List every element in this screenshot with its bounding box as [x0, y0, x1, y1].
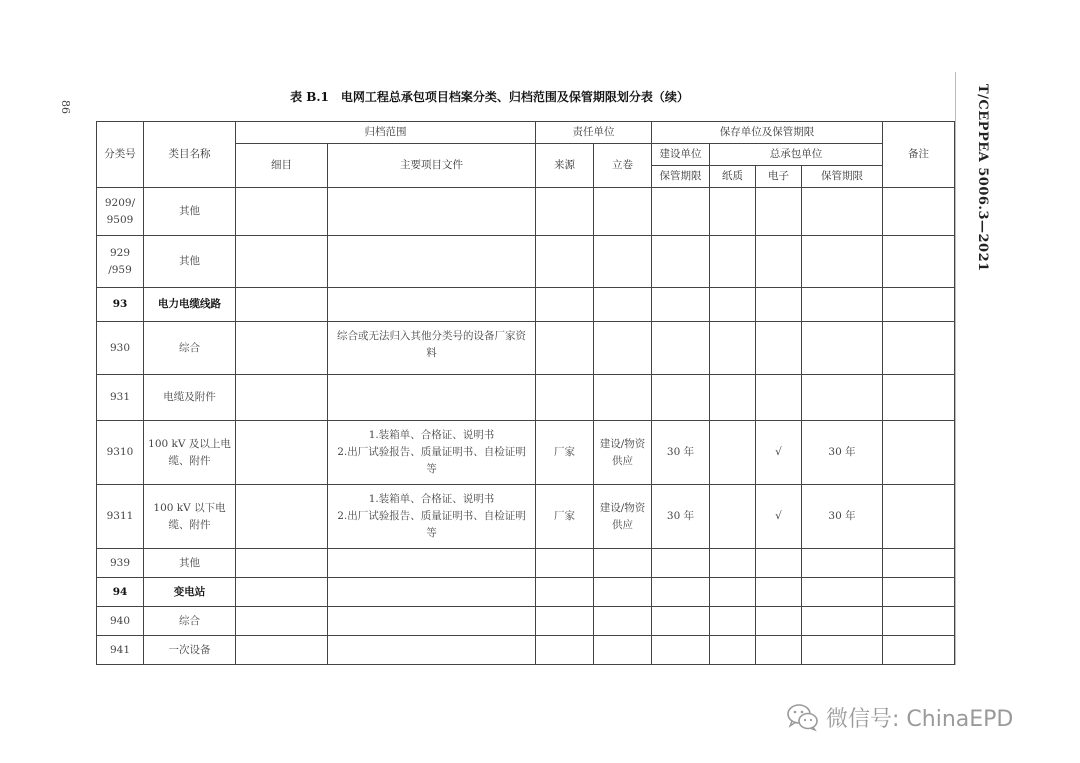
builder-period-cell [652, 549, 710, 578]
filing-cell [594, 607, 652, 636]
watermark [786, 700, 1013, 734]
electronic-cell [756, 188, 802, 236]
code-cell: 930 [97, 322, 144, 375]
header-epc: 总承包单位 [710, 144, 883, 166]
name-cell: 其他 [144, 236, 236, 288]
remarks-cell [883, 375, 955, 421]
table-row [97, 549, 955, 578]
docs-cell [328, 288, 536, 322]
code-cell: 93 [97, 288, 144, 322]
paper-cell [710, 188, 756, 236]
docs-cell [328, 549, 536, 578]
header-remarks: 备注 [883, 122, 955, 188]
code-line: 929 /959 [108, 246, 132, 276]
builder-period-cell [652, 375, 710, 421]
docs-cell: 1.装箱单、合格证、说明书 2.出厂试验报告、质量证明书、自检证明等 [328, 485, 536, 549]
source-cell: 厂家 [536, 485, 594, 549]
detail-cell [236, 485, 328, 549]
name-cell: 综合 [144, 607, 236, 636]
epc-period-cell [802, 375, 883, 421]
epc-period-cell [802, 607, 883, 636]
filing-cell [594, 636, 652, 665]
table-row [97, 636, 955, 665]
table-row [97, 188, 955, 236]
remarks-cell [883, 578, 955, 607]
detail-cell [236, 375, 328, 421]
filing-cell [594, 549, 652, 578]
epc-period-cell [802, 288, 883, 322]
paper-cell [710, 288, 756, 322]
code-cell: 94 [97, 578, 144, 607]
epc-period-cell [802, 236, 883, 288]
builder-period-cell [652, 288, 710, 322]
source-cell [536, 188, 594, 236]
detail-cell [236, 549, 328, 578]
epc-period-cell: 30 年 [802, 485, 883, 549]
table-row [97, 236, 955, 288]
table-caption: 表 B.1 电网工程总承包项目档案分类、归档范围及保管期限划分表（续） [290, 90, 689, 104]
remarks-cell [883, 322, 955, 375]
header-responsible: 责任单位 [536, 122, 652, 144]
code-cell: 940 [97, 607, 144, 636]
filing-cell [594, 288, 652, 322]
docs-cell [328, 188, 536, 236]
header-name: 类目名称 [144, 122, 236, 188]
paper-cell [710, 636, 756, 665]
epc-period-cell [802, 578, 883, 607]
standard-number: T/CEPPEA 5006.3—2021 [975, 84, 990, 272]
builder-period-cell [652, 322, 710, 375]
builder-period-cell [652, 236, 710, 288]
header-filing: 立卷 [594, 144, 652, 188]
detail-cell [236, 322, 328, 375]
remarks-cell [883, 636, 955, 665]
name-cell: 电缆及附件 [144, 375, 236, 421]
docs-cell [328, 375, 536, 421]
code-cell: 939 [97, 549, 144, 578]
source-cell [536, 549, 594, 578]
filing-cell [594, 322, 652, 375]
header-main-docs: 主要项目文件 [328, 144, 536, 188]
source-cell [536, 375, 594, 421]
filing-cell: 建设/物资供应 [594, 421, 652, 485]
name-cell: 一次设备 [144, 636, 236, 665]
builder-period-cell: 30 年 [652, 485, 710, 549]
filing-cell [594, 236, 652, 288]
paper-cell [710, 485, 756, 549]
wechat-icon [786, 702, 820, 732]
header-archive-scope: 归档范围 [236, 122, 536, 144]
table-row [97, 288, 955, 322]
electronic-cell [756, 288, 802, 322]
remarks-cell [883, 236, 955, 288]
source-cell [536, 607, 594, 636]
docs-cell [328, 236, 536, 288]
table-row [97, 375, 955, 421]
remarks-cell [883, 288, 955, 322]
electronic-cell [756, 236, 802, 288]
source-cell [536, 288, 594, 322]
detail-cell [236, 607, 328, 636]
electronic-cell: √ [756, 421, 802, 485]
table-row [97, 421, 955, 485]
epc-period-cell: 30 年 [802, 421, 883, 485]
detail-cell [236, 236, 328, 288]
code-line: 9209/ 9509 [104, 196, 136, 226]
code-cell: 941 [97, 636, 144, 665]
electronic-cell [756, 549, 802, 578]
table-row [97, 607, 955, 636]
detail-cell [236, 188, 328, 236]
remarks-cell [883, 607, 955, 636]
docs-cell: 综合或无法归入其他分类号的设备厂家资料 [328, 322, 536, 375]
paper-cell [710, 421, 756, 485]
table-row [97, 485, 955, 549]
header-electronic: 电子 [756, 166, 802, 188]
paper-cell [710, 375, 756, 421]
builder-period-cell: 30 年 [652, 421, 710, 485]
table-header [97, 122, 955, 188]
header-storage: 保存单位及保管期限 [652, 122, 883, 144]
detail-cell [236, 288, 328, 322]
epc-period-cell [802, 188, 883, 236]
page-number: 86 [59, 100, 72, 114]
header-epc-period: 保管期限 [802, 166, 883, 188]
paper-cell [710, 236, 756, 288]
code-cell: 9310 [97, 421, 144, 485]
source-cell [536, 322, 594, 375]
epc-period-cell [802, 636, 883, 665]
builder-period-cell [652, 188, 710, 236]
header-builder-period: 保管期限 [652, 166, 710, 188]
watermark-text: 微信号: ChinaEPD [826, 706, 1014, 732]
builder-period-cell [652, 636, 710, 665]
name-cell: 其他 [144, 188, 236, 236]
docs-cell [328, 578, 536, 607]
source-cell [536, 236, 594, 288]
name-cell: 综合 [144, 322, 236, 375]
page-border-line [955, 72, 956, 665]
electronic-cell [756, 322, 802, 375]
filing-cell: 建设/物资供应 [594, 485, 652, 549]
header-paper: 纸质 [710, 166, 756, 188]
electronic-cell: √ [756, 485, 802, 549]
code-cell [97, 188, 144, 236]
builder-period-cell [652, 607, 710, 636]
paper-cell [710, 322, 756, 375]
name-cell: 电力电缆线路 [144, 288, 236, 322]
filing-cell [594, 188, 652, 236]
table-row [97, 322, 955, 375]
docs-cell: 1.装箱单、合格证、说明书 2.出厂试验报告、质量证明书、自检证明等 [328, 421, 536, 485]
detail-cell [236, 578, 328, 607]
remarks-cell [883, 485, 955, 549]
remarks-cell [883, 421, 955, 485]
filing-cell [594, 578, 652, 607]
epc-period-cell [802, 322, 883, 375]
code-cell: 931 [97, 375, 144, 421]
name-cell: 变电站 [144, 578, 236, 607]
builder-period-cell [652, 578, 710, 607]
archive-table [96, 121, 955, 665]
electronic-cell [756, 636, 802, 665]
table-row [97, 578, 955, 607]
epc-period-cell [802, 549, 883, 578]
code-cell: 9311 [97, 485, 144, 549]
source-cell [536, 636, 594, 665]
header-detail: 细目 [236, 144, 328, 188]
detail-cell [236, 421, 328, 485]
detail-cell [236, 636, 328, 665]
paper-cell [710, 549, 756, 578]
docs-cell [328, 607, 536, 636]
name-cell: 其他 [144, 549, 236, 578]
source-cell [536, 578, 594, 607]
table-body [97, 188, 955, 665]
electronic-cell [756, 607, 802, 636]
source-cell: 厂家 [536, 421, 594, 485]
remarks-cell [883, 549, 955, 578]
header-builder: 建设单位 [652, 144, 710, 166]
name-cell: 100 kV 以下电缆、附件 [144, 485, 236, 549]
electronic-cell [756, 375, 802, 421]
name-cell: 100 kV 及以上电缆、附件 [144, 421, 236, 485]
code-cell [97, 236, 144, 288]
header-source: 来源 [536, 144, 594, 188]
docs-cell [328, 636, 536, 665]
header-code: 分类号 [97, 122, 144, 188]
paper-cell [710, 607, 756, 636]
filing-cell [594, 375, 652, 421]
remarks-cell [883, 188, 955, 236]
paper-cell [710, 578, 756, 607]
electronic-cell [756, 578, 802, 607]
